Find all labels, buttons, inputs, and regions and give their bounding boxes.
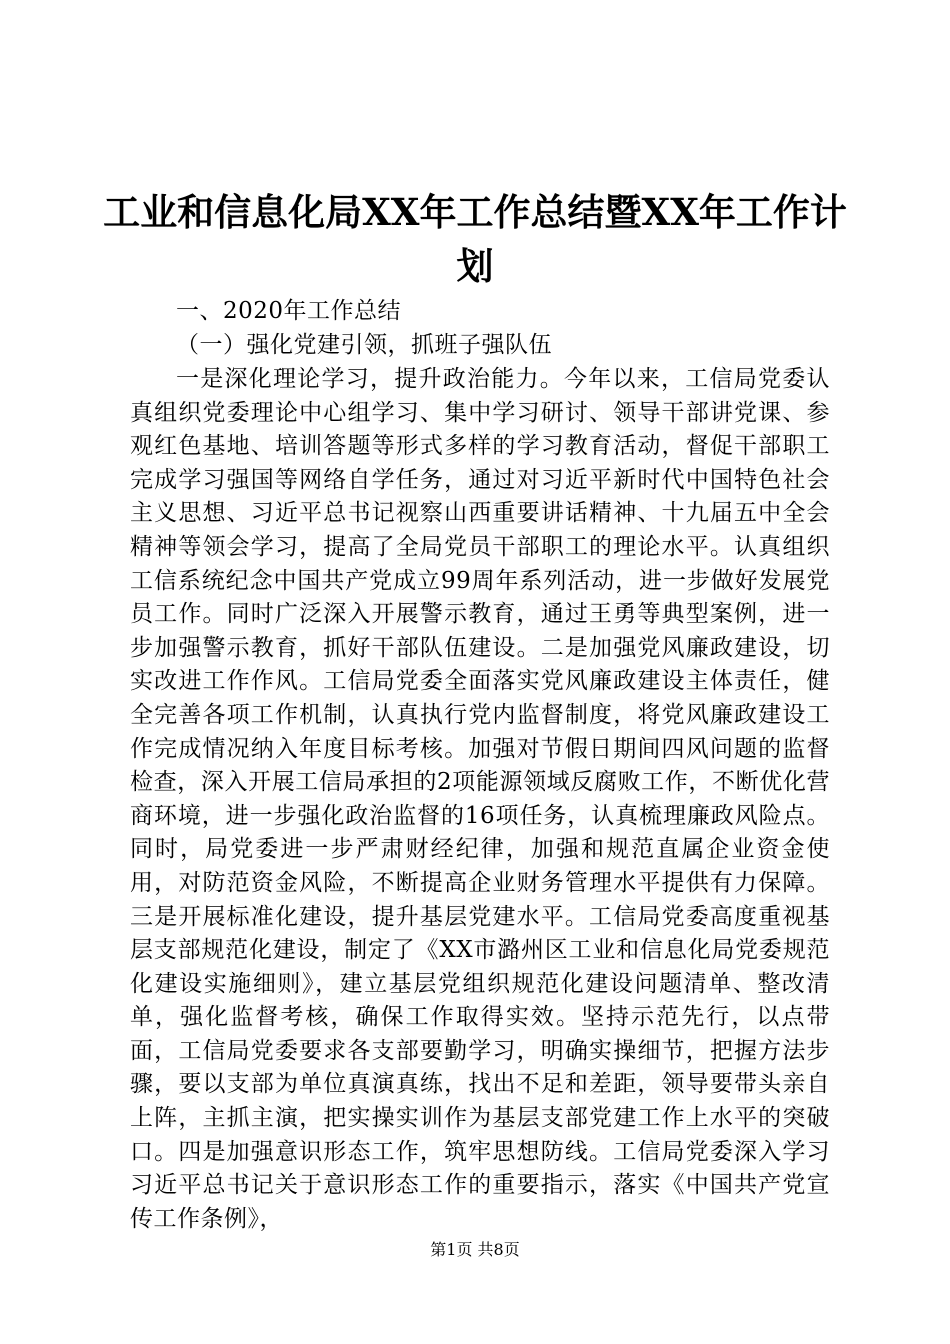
- subsection-heading: （一）强化党建引领，抓班子强队伍: [176, 332, 552, 358]
- page-footer: 第1页 共8页: [430, 1240, 520, 1259]
- document-title-line-1: 工业和信息化局XX年工作总结暨XX年工作计: [103, 190, 847, 234]
- section-heading: 一、2020年工作总结: [176, 298, 402, 324]
- body-paragraph: 一是深化理论学习，提升政治能力。今年以来，工信局党委认真组织党委理论中心组学习、集中学习研讨、领导干部讲党课、参观红色基地、培训答题等形式多样的学习教育活动，督促干部职工完成学习强国等网络自学任务，通过对习近平新时代中国特色社会主义思想、习近平总书记视察山西重要讲话精神、十九届五中全会精神等领会学习，提高了全局党员干部职工的理论水平。认真组织工信系统纪念中国共产党成立99周年系列活动，进一步做好发展党员工作。同时广泛深入开展警示教育，通过王勇等典型案例，进一步加强警示教育，抓好干部队伍建设。二是加强党风廉政建设，切实改进工作作风。工信局党委全面落实党风廉政建设主体责任，健全完善各项工作机制，认真执行党内监督制度，将党风廉政建设工作完成情况纳入年度目标考核。加强对节假日期间四风问题的监督检查，深入开展工信局承担的2项能源领域反腐败工作，不断优化营商环境，进一步强化政治监督的16项任务，认真梳理廉政风险点。同时，局党委进一步严肃财经纪律，加强和规范直属企业资金使用，对防范资金风险，不断提高企业财务管理水平提供有力保障。三是开展标准化建设，提升基层党建水平。工信局党委高度重视基层支部规范化建设，制定了《XX市潞州区工业和信息化局党委规范化建设实施细则》，建立基层党组织规范化建设问题清单、整改清单，强化监督考核，确保工作取得实效。坚持示范先行，以点带面，工信局党委要求各支部要勤学习，明确实操细节，把握方法步骤，要以支部为单位真演真练，找出不足和差距，领导要带头亲自上阵，主抓主演，把实操实训作为基层支部党建工作上水平的突破口。四是加强意识形态工作，筑牢思想防线。工信局党委深入学习习近平总书记关于意识形态工作的重要指示，落实《中国共产党宣传工作条例》，: [130, 366, 830, 1232]
- document-title-line-2: 划: [456, 244, 494, 288]
